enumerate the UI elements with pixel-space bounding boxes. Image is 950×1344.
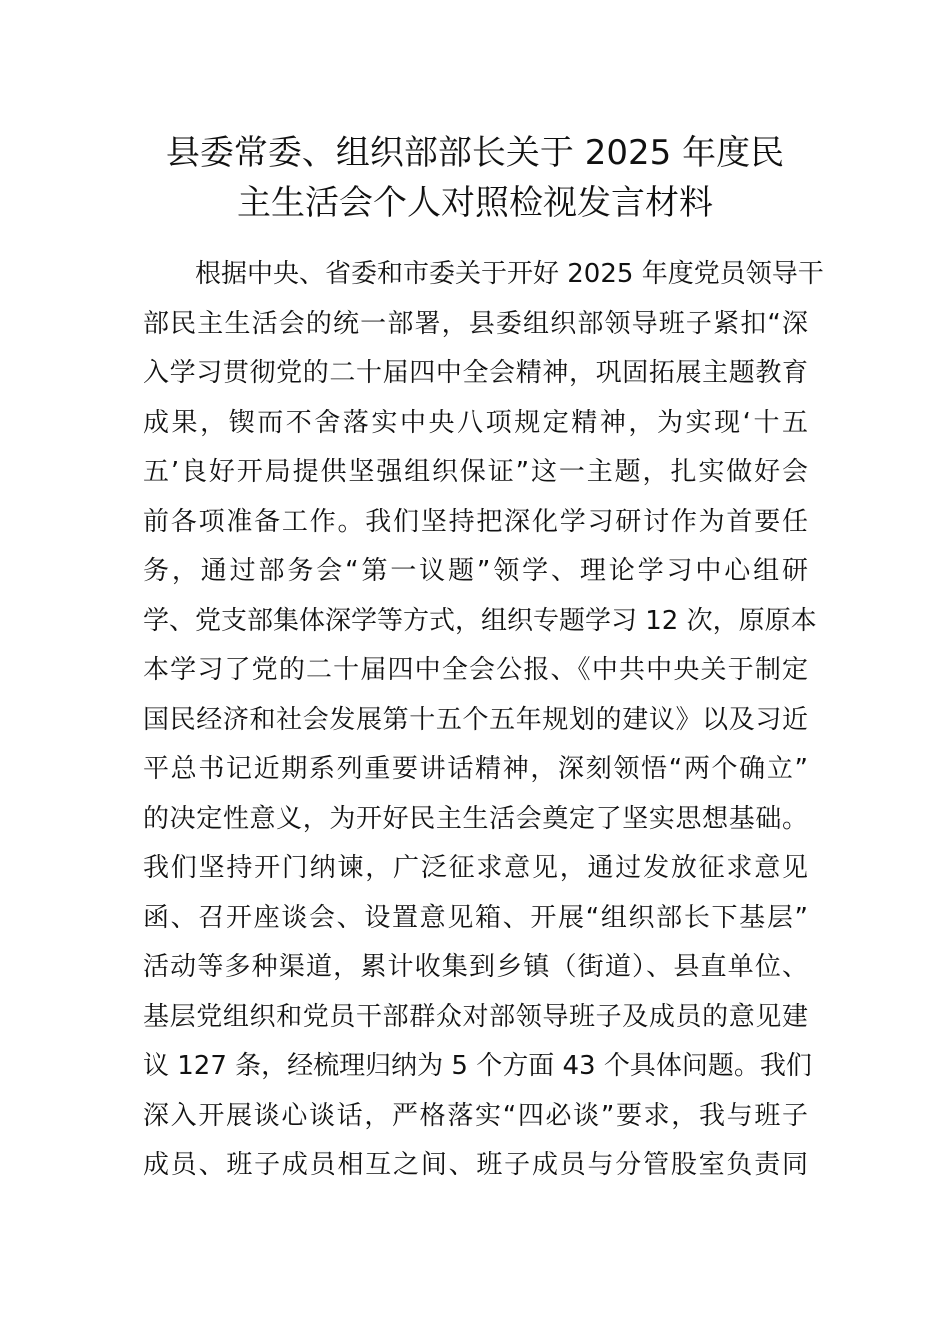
document-title — [0, 128, 950, 228]
body-line: 五’良好开局提供坚强组织保证”这一主题，扎实做好会 — [143, 457, 808, 487]
body-line: 我们坚持开门纳谏，广泛征求意见，通过发放征求意见 — [143, 853, 808, 883]
body-line: 国民经济和社会发展第十五个五年规划的建议》以及习近 — [143, 704, 808, 735]
body-line: 根据中央、省委和市委关于开好 2025 年度党员领导干 — [195, 259, 824, 289]
body-line: 深入开展谈心谈话，严格落实“四必谈”要求，我与班子 — [143, 1100, 808, 1131]
body-line: 议 127 条，经梳理归纳为 5 个方面 43 个具体问题。我们 — [143, 1051, 812, 1081]
body-line: 函、召开座谈会、设置意见箱、开展“组织部长下基层” — [143, 902, 808, 933]
body-line: 的决定性意义，为开好民主生活会奠定了坚实思想基础。 — [143, 803, 808, 834]
body-line: 务，通过部务会“第一议题”领学、理论学习中心组研 — [143, 556, 808, 586]
document-body — [143, 250, 824, 1191]
body-line: 前各项准备工作。我们坚持把深化学习研讨作为首要任 — [143, 506, 808, 537]
body-line: 部民主生活会的统一部署，县委组织部领导班子紧扣“深 — [143, 308, 808, 339]
body-line: 成果，锲而不舍落实中央八项规定精神，为实现‘十五 — [143, 407, 808, 438]
body-line: 基层党组织和党员干部群众对部领导班子及成员的意见建 — [143, 1001, 808, 1032]
body-line: 成员、班子成员相互之间、班子成员与分管股室负责同 — [143, 1150, 808, 1180]
body-line: 平总书记近期系列重要讲话精神，深刻领悟“两个确立” — [143, 754, 808, 784]
body-line: 本学习了党的二十届四中全会公报、《中共中央关于制定 — [143, 655, 808, 685]
title-line-1: 县委常委、组织部部长关于 2025 年度民 — [165, 133, 785, 173]
body-line: 学、党支部集体深学等方式，组织专题学习 12 次，原原本 — [143, 605, 817, 636]
body-line: 活动等多种渠道，累计收集到乡镇（街道）、县直单位、 — [143, 952, 808, 982]
title-line-2: 主生活会个人对照检视发言材料 — [237, 183, 713, 223]
body-line: 入学习贯彻党的二十届四中全会精神，巩固拓展主题教育 — [143, 358, 808, 388]
